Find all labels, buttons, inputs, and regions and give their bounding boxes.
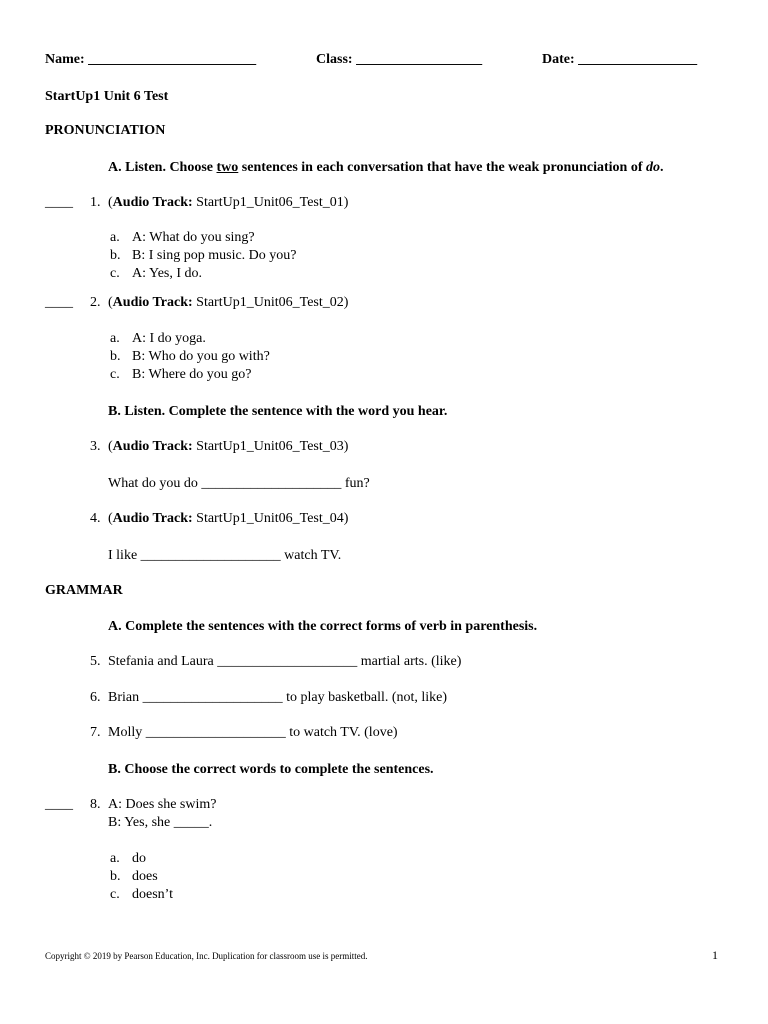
- question-8-line-1: A: Does she swim?: [108, 797, 217, 812]
- question-3-sentence: What do you do ____________________ fun?: [108, 476, 370, 491]
- option-text: doesn’t: [132, 887, 173, 902]
- option-letter: b.: [110, 869, 121, 884]
- question-7-text: Molly ____________________ to watch TV. (love): [108, 725, 398, 740]
- option-text: B: Where do you go?: [132, 367, 252, 382]
- answer-blank-q2: ____: [45, 295, 73, 310]
- question-4-sentence: I like ____________________ watch TV.: [108, 548, 342, 563]
- class-label: Class: __________________: [316, 52, 483, 67]
- pronunciation-heading: PRONUNCIATION: [45, 123, 166, 138]
- question-number-1: 1.: [90, 195, 101, 210]
- option-letter: c.: [110, 266, 120, 281]
- grammar-section-b-instruction: B. Choose the correct words to complete the sentences.: [108, 762, 434, 777]
- pronunciation-section-b-instruction: B. Listen. Complete the sentence with the word you hear.: [108, 404, 448, 419]
- question-number-2: 2.: [90, 295, 101, 310]
- footer-copyright: Copyright © 2019 by Pearson Education, Inc. Duplication for classroom use is permitted.: [45, 951, 368, 961]
- option-letter: c.: [110, 367, 120, 382]
- option-letter: c.: [110, 887, 120, 902]
- date-label: Date: _________________: [542, 52, 698, 67]
- date-blank: _________________: [578, 52, 698, 67]
- pronunciation-section-a-instruction: A. Listen. Choose two sentences in each conversation that have the weak pronunciation of do.: [108, 160, 664, 175]
- option-letter: b.: [110, 248, 121, 263]
- option-letter: a.: [110, 331, 120, 346]
- option-text: does: [132, 869, 158, 884]
- option-letter: a.: [110, 230, 120, 245]
- option-text: A: What do you sing?: [132, 230, 255, 245]
- page-title: StartUp1 Unit 6 Test: [45, 89, 169, 104]
- question-number-7: 7.: [90, 725, 101, 740]
- answer-blank-q8: ____: [45, 797, 73, 812]
- question-number-5: 5.: [90, 654, 101, 669]
- grammar-section-a-instruction: A. Complete the sentences with the correct forms of verb in parenthesis.: [108, 619, 538, 634]
- question-number-4: 4.: [90, 511, 101, 526]
- option-text: B: I sing pop music. Do you?: [132, 248, 297, 263]
- option-text: do: [132, 851, 146, 866]
- option-text: A: I do yoga.: [132, 331, 206, 346]
- question-2-audio: (Audio Track: StartUp1_Unit06_Test_02): [108, 295, 349, 310]
- question-3-audio: (Audio Track: StartUp1_Unit06_Test_03): [108, 439, 349, 454]
- answer-blank-q1: ____: [45, 195, 73, 210]
- option-letter: a.: [110, 851, 120, 866]
- class-blank: __________________: [356, 52, 483, 67]
- grammar-heading: GRAMMAR: [45, 583, 123, 598]
- option-text: A: Yes, I do.: [132, 266, 203, 281]
- question-number-3: 3.: [90, 439, 101, 454]
- name-blank: ________________________: [88, 52, 257, 67]
- question-4-audio: (Audio Track: StartUp1_Unit06_Test_04): [108, 511, 349, 526]
- page-number: 1: [712, 948, 718, 962]
- question-5-text: Stefania and Laura ____________________ martial arts. (like): [108, 654, 462, 669]
- option-letter: b.: [110, 349, 121, 364]
- question-1-audio: (Audio Track: StartUp1_Unit06_Test_01): [108, 195, 349, 210]
- question-8-line-2: B: Yes, she _____.: [108, 815, 213, 830]
- question-6-text: Brian ____________________ to play basketball. (not, like): [108, 690, 448, 705]
- question-number-8: 8.: [90, 797, 101, 812]
- name-label: Name: ________________________: [45, 52, 257, 67]
- question-number-6: 6.: [90, 690, 101, 705]
- option-text: B: Who do you go with?: [132, 349, 270, 364]
